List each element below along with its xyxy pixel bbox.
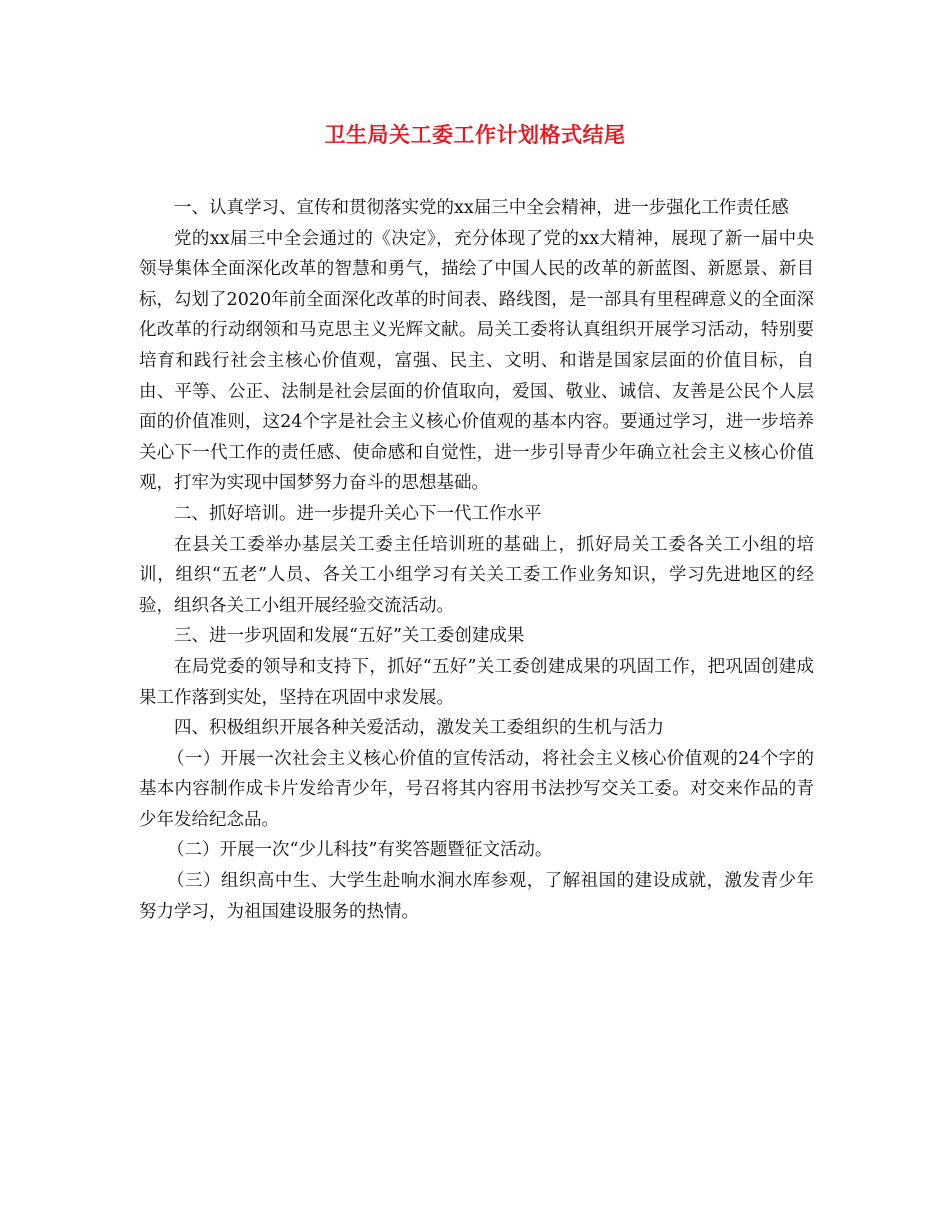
document-body [139, 193, 814, 927]
paragraph-training: 在县关工委举办基层关工委主任培训班的基础上，抓好局关工委各关工小组的培训，组织“五老”人员、各关工小组学习有关关工委工作业务知识，学习先进地区的经验，组织各关工小组开展经验交流活动。 [139, 534, 814, 616]
paragraph-study: 党的xx届三中全会通过的《决定》，充分体现了党的xx大精神，展现了新一届中央领导集体全面深化改革的智慧和勇气，描绘了中国人民的改革的新蓝图、新愿景、新目标，勾划了2020年前全面深化改革的时间表、路线图，是一部具有里程碑意义的全面深化改革的行动纲领和马克思主义光辉文献。局关工委将认真组织开展学习活动，特别要培育和践行社会主核心价值观，富强、民主、文明、和谐是国家层面的价值目标，自由、平等、公正、法制是社会层面的价值取向，爱国、敬业、诚信、友善是公民个人层面的价值准则，这24个字是社会主义核心价值观的基本内容。要通过学习，进一步培养关心下一代工作的责任感、使命感和自觉性，进一步引导青少年确立社会主义核心价值观，打牢为实现中国梦努力奋斗的思想基础。 [139, 228, 814, 494]
document-title: 卫生局关工委工作计划格式结尾 [324, 122, 626, 147]
section-heading-4: 四、积极组织开展各种关爱活动，激发关工委组织的生机与活力 [174, 718, 664, 739]
paragraph-consolidate: 在局党委的领导和支持下，抓好“五好”关工委创建成果的巩固工作，把巩固创建成果工作落到实处，坚持在巩固中求发展。 [139, 656, 814, 708]
section-heading-3: 三、进一步巩固和发展“五好”关工委创建成果 [174, 626, 525, 647]
list-item-activity-3: （三）组织高中生、大学生赴响水涧水库参观，了解祖国的建设成就，激发青少年努力学习，为祖国建设服务的热情。 [139, 871, 814, 922]
section-heading-2: 二、抓好培训。进一步提升关心下一代工作水平 [174, 503, 542, 524]
list-item-activity-1: （一）开展一次社会主义核心价值的宣传活动，将社会主义核心价值观的24个字的基本内容制作成卡片发给青少年，号召将其内容用书法抄写交关工委。对交来作品的青少年发给纪念品。 [139, 748, 814, 830]
list-item-activity-2: （二）开展一次“少儿科技”有奖答题暨征文活动。 [167, 840, 553, 861]
section-heading-1: 一、认真学习、宣传和贯彻落实党的xx届三中全会精神，进一步强化工作责任感 [174, 198, 789, 218]
